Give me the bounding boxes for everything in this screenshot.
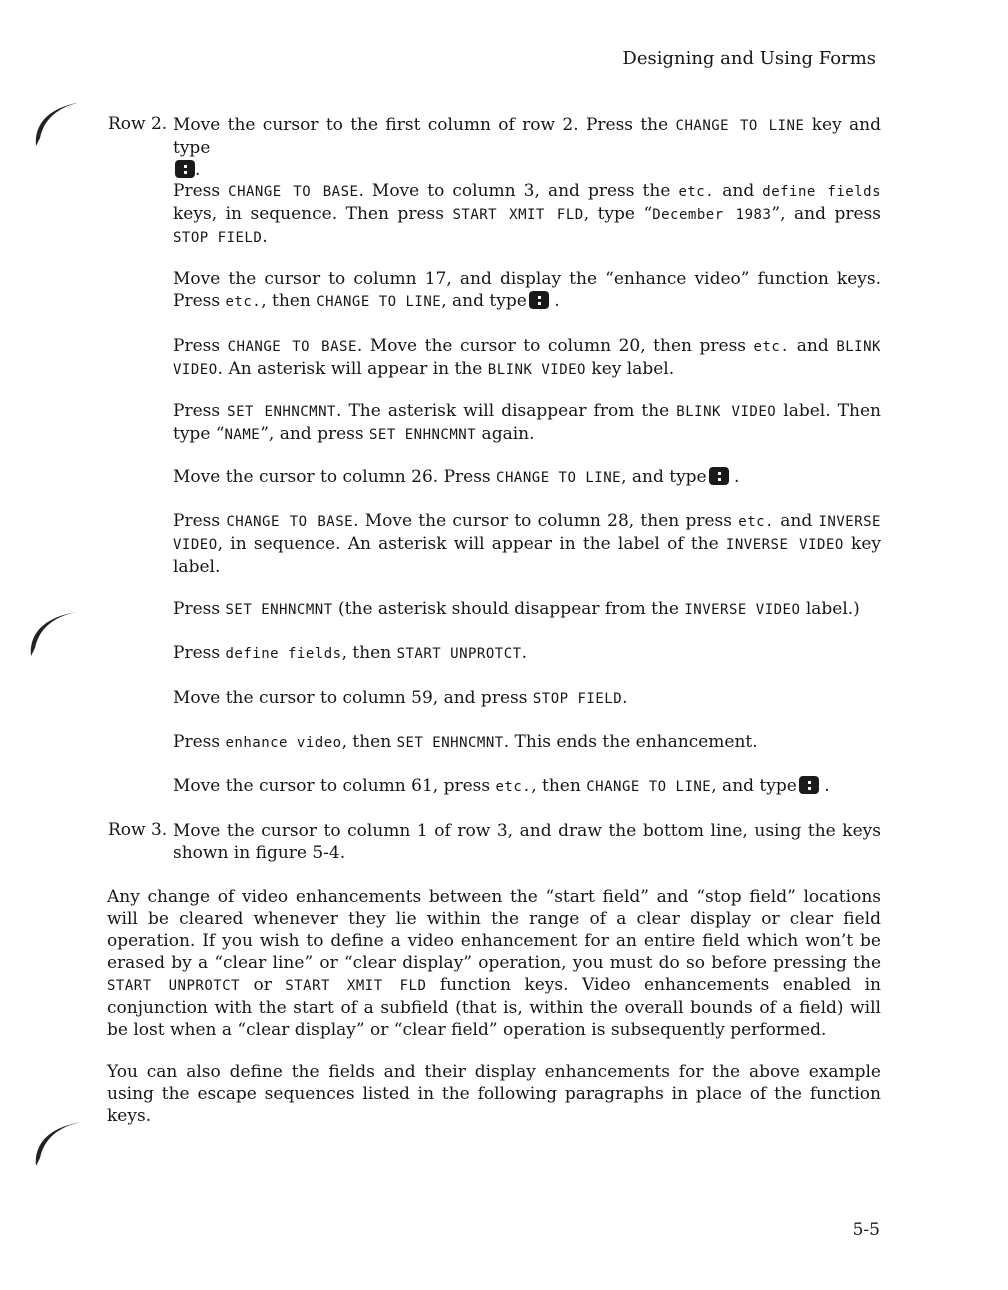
row2-step-6: Move the cursor to column 26. Press CHANGE TO LINE, and type . [173, 467, 740, 487]
key-name: CHANGE TO BASE [228, 184, 359, 200]
key-name: etc. [495, 779, 532, 795]
key-name: CHANGE TO BASE [226, 514, 354, 530]
line-drawing-key-icon [175, 160, 195, 178]
key-name: CHANGE TO BASE [227, 339, 357, 355]
line-drawing-key-icon [529, 291, 549, 309]
running-head: Designing and Using Forms [622, 48, 876, 69]
row2-step-7: Press CHANGE TO BASE. Move the cursor to column 28, then press etc. and INVERSE VIDEO, in sequence. An asterisk will appear in the label of the INVERSE VIDEO key label. [173, 511, 881, 577]
punch-hole-mark-icon [30, 1118, 88, 1168]
row2-step-2: Press CHANGE TO BASE. Move to column 3, and press the etc. and define fields keys, in sequence. Then press START XMIT FLD, type “December 1983”, and press STOP FIELD. [173, 181, 881, 247]
key-name: BLINK VIDEO [676, 404, 777, 420]
typed-text: NAME [224, 427, 261, 443]
body-paragraph-2: You can also define the fields and their display enhancements for the above example using the escape sequences listed in the following paragraphs in place of the function keys. [107, 1062, 881, 1126]
row2-step-3: Move the cursor to column 17, and display the “enhance video” function keys. Press etc., then CHANGE TO LINE, and type . [173, 269, 881, 311]
key-name: SET ENHNCMNT [227, 404, 336, 420]
row2-step-12: Move the cursor to column 61, press etc., then CHANGE TO LINE, and type . [173, 776, 830, 796]
key-name: define fields [762, 184, 881, 200]
line-drawing-key-icon [709, 467, 729, 485]
key-name: START XMIT FLD [452, 207, 584, 223]
key-name: STOP FIELD [173, 230, 263, 246]
line-drawing-key-icon [799, 776, 819, 794]
key-name: etc. [225, 294, 262, 310]
punch-hole-mark-icon [25, 608, 83, 658]
row2-step-4: Press CHANGE TO BASE. Move the cursor to column 20, then press etc. and BLINK VIDEO. An asterisk will appear in the BLINK VIDEO key label. [173, 336, 881, 379]
punch-hole-mark-icon [30, 98, 88, 148]
typed-text: December 1983 [652, 207, 772, 223]
key-name: etc. [678, 184, 715, 200]
key-name: SET ENHNCMNT [225, 602, 333, 618]
row2-step-9: Press define fields, then START UNPROTCT. [173, 643, 527, 663]
key-name: START XMIT FLD [285, 978, 427, 994]
key-name: enhance video [225, 735, 342, 751]
key-name: CHANGE TO LINE [496, 470, 622, 486]
key-name: STOP FIELD [532, 691, 623, 707]
body-paragraph-1: Any change of video enhancements between the “start field” and “stop field” locations will be cleared whenever they lie within the range of a clear display or clear field operation. If you wish to define a video enhancement for an entire field which won’t be erased by a “clear line” or “clear display” operation, you must do so before pressing the START UNPROTCT or START XMIT FLD function keys. Video enhancements enabled in conjunction with the start of a subfield (that is, within the overall bounds of a field) will be lost when a “clear display” or “clear field” operation is subsequently performed. [107, 887, 881, 1040]
row2-step-8: Press SET ENHNCMNT (the asterisk should disappear from the INVERSE VIDEO label.) [173, 599, 860, 619]
key-name: SET ENHNCMNT [369, 427, 477, 443]
key-name: etc. [738, 514, 774, 530]
row2-step-1: Move the cursor to the first column of row 2. Press the CHANGE TO LINE key and type . [173, 115, 881, 180]
row3-step-1: Move the cursor to column 1 of row 3, and draw the bottom line, using the keys shown in figure 5-4. [173, 821, 881, 863]
key-name: CHANGE TO LINE [586, 779, 712, 795]
key-name: CHANGE TO LINE [675, 118, 805, 134]
key-name: INVERSE VIDEO [173, 514, 881, 553]
row-2-label: Row 2. [108, 114, 168, 134]
key-name: INVERSE VIDEO [725, 537, 844, 553]
key-name: START UNPROTCT [396, 646, 522, 662]
row2-step-11: Press enhance video, then SET ENHNCMNT. This ends the enhancement. [173, 732, 758, 752]
row-3-label: Row 3. [108, 820, 168, 840]
row2-step-10: Move the cursor to column 59, and press STOP FIELD. [173, 688, 628, 708]
page-number: 5-5 [852, 1220, 880, 1240]
row2-step-5: Press SET ENHNCMNT. The asterisk will disappear from the BLINK VIDEO label. Then type “NAME”, and press SET ENHNCMNT again. [173, 401, 881, 444]
key-name: BLINK VIDEO [487, 362, 586, 378]
key-name: SET ENHNCMNT [396, 735, 504, 751]
key-name: INVERSE VIDEO [684, 602, 801, 618]
key-name: BLINK VIDEO [173, 339, 881, 378]
key-name: define fields [225, 646, 342, 662]
key-name: etc. [753, 339, 790, 355]
key-name: START UNPROTCT [107, 978, 241, 994]
key-name: CHANGE TO LINE [316, 294, 442, 310]
